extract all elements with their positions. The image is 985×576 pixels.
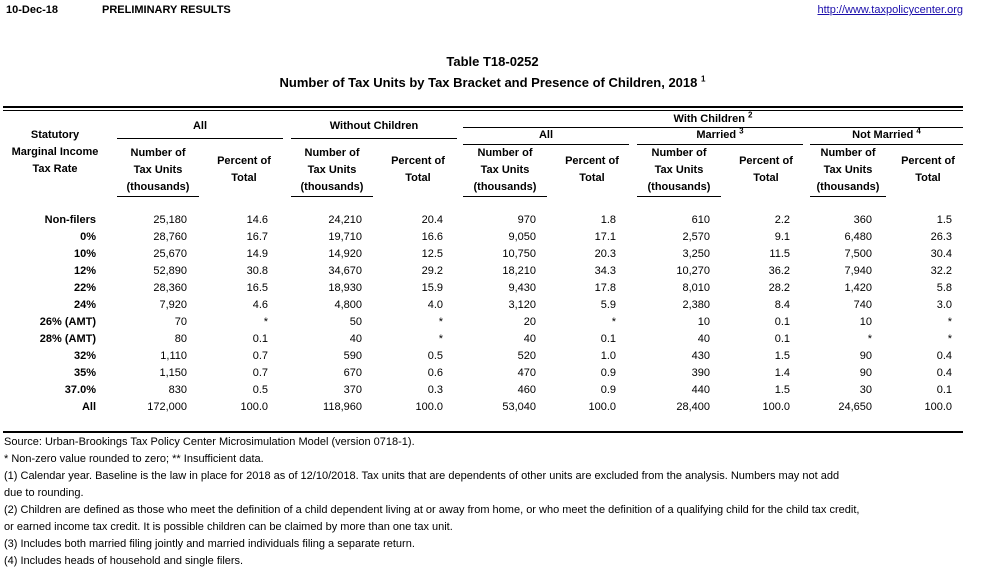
rate-header-line: Tax Rate — [32, 163, 78, 175]
cell-number: 4,800 — [334, 299, 362, 311]
cell-percent: 14.6 — [246, 214, 268, 226]
cell-percent: * — [438, 333, 443, 345]
note-line: (4) Includes heads of household and single filers. — [4, 555, 244, 567]
number-header-line: Tax Units — [654, 164, 704, 176]
top-rule — [3, 106, 963, 108]
table-title-text: Number of Tax Units by Tax Bracket and Presence of Children, 2018 — [279, 75, 698, 90]
cell-number: 30 — [859, 384, 872, 396]
cell-number: 430 — [691, 350, 710, 362]
cell-percent: 0.3 — [427, 384, 443, 396]
cell-number: 118,960 — [323, 401, 362, 413]
cell-percent: 2.2 — [774, 214, 790, 226]
cell-percent: 3.0 — [936, 299, 952, 311]
row-label: 0% — [80, 231, 96, 243]
cell-number: 25,670 — [153, 248, 187, 260]
number-header-line: Tax Units — [823, 164, 873, 176]
cell-number: 830 — [168, 384, 187, 396]
percent-header-line: Percent of — [739, 155, 793, 167]
percent-header-line: Total — [915, 172, 941, 184]
cell-number: 10 — [697, 316, 710, 328]
cell-number: 7,940 — [844, 265, 872, 277]
percent-header — [379, 153, 457, 187]
report-date: 10-Dec-18 — [6, 4, 58, 16]
cell-number: 10 — [859, 316, 872, 328]
cell-number: 40 — [697, 333, 710, 345]
cell-number: 80 — [174, 333, 187, 345]
cell-percent: 0.7 — [252, 350, 268, 362]
cell-number: 390 — [691, 367, 710, 379]
cell-number: 18,930 — [328, 282, 362, 294]
group-with-note: 2 — [748, 110, 753, 120]
sub-married-text: Married — [696, 129, 737, 141]
cell-number: 28,360 — [153, 282, 187, 294]
cell-percent: 4.0 — [427, 299, 443, 311]
number-header-line: Tax Units — [307, 164, 357, 176]
cell-number: 9,430 — [508, 282, 536, 294]
cell-number: 3,120 — [508, 299, 536, 311]
cell-percent: 4.6 — [252, 299, 268, 311]
row-label: 37.0% — [64, 384, 96, 396]
cell-percent: 36.2 — [768, 265, 790, 277]
percent-header-line: Percent of — [391, 155, 445, 167]
number-header-line: Number of — [304, 147, 360, 159]
cell-number: 10,750 — [502, 248, 536, 260]
percent-header-line: Total — [231, 172, 257, 184]
percent-header-line: Percent of — [565, 155, 619, 167]
cell-percent: 0.7 — [252, 367, 268, 379]
cell-number: 7,500 — [844, 248, 872, 260]
cell-number: 90 — [859, 350, 872, 362]
cell-percent: 29.2 — [421, 265, 443, 277]
percent-header — [205, 153, 283, 187]
cell-percent: 1.5 — [936, 214, 952, 226]
cell-percent: 28.2 — [768, 282, 790, 294]
cell-number: 24,650 — [838, 401, 872, 413]
cell-percent: * — [438, 316, 443, 328]
cell-number: 14,920 — [328, 248, 362, 260]
number-header-line: (thousands) — [816, 181, 880, 193]
cell-percent: * — [947, 316, 952, 328]
cell-percent: 1.5 — [774, 350, 790, 362]
note-line: * Non-zero value rounded to zero; ** Insufficient data. — [4, 453, 264, 465]
cell-number: 172,000 — [147, 401, 187, 413]
row-label: 10% — [73, 248, 96, 260]
row-label: 32% — [73, 350, 96, 362]
cell-percent: 5.9 — [600, 299, 616, 311]
note-line: (3) Includes both married filing jointly and married individuals filing a separate return. — [4, 538, 415, 550]
row-label: 24% — [73, 299, 96, 311]
number-header — [810, 145, 886, 196]
cell-number: 28,760 — [153, 231, 187, 243]
number-header-underline — [117, 196, 199, 197]
row-label: 35% — [73, 367, 96, 379]
cell-percent: 34.3 — [594, 265, 616, 277]
percent-header-line: Percent of — [217, 155, 271, 167]
cell-percent: 100.0 — [415, 401, 443, 413]
cell-number: 40 — [523, 333, 536, 345]
cell-number: 2,380 — [682, 299, 710, 311]
group-without-header: Without Children — [329, 120, 419, 132]
note-line: Source: Urban-Brookings Tax Policy Center Microsimulation Model (version 0718-1). — [4, 436, 415, 448]
cell-percent: * — [263, 316, 268, 328]
number-header-line: Number of — [477, 147, 533, 159]
number-header — [637, 145, 721, 196]
cell-number: 360 — [853, 214, 872, 226]
cell-percent: 1.5 — [774, 384, 790, 396]
cell-number: 2,570 — [682, 231, 710, 243]
cell-number: 50 — [349, 316, 362, 328]
percent-header — [892, 153, 964, 187]
row-label: 26% (AMT) — [39, 316, 96, 328]
cell-percent: 0.9 — [600, 384, 616, 396]
group-all-underline — [117, 138, 283, 139]
percent-header — [727, 153, 805, 187]
notes — [4, 434, 984, 570]
row-label: 12% — [73, 265, 96, 277]
cell-percent: 1.4 — [774, 367, 790, 379]
table-title-note: 1 — [701, 74, 706, 84]
cell-percent: 0.6 — [427, 367, 443, 379]
sub-not-married-text: Not Married — [852, 129, 914, 141]
rate-column-header — [0, 127, 110, 178]
cell-percent: 8.4 — [774, 299, 790, 311]
cell-number: 610 — [691, 214, 710, 226]
cell-number: 70 — [174, 316, 187, 328]
cell-number: 520 — [517, 350, 536, 362]
number-header-line: (thousands) — [473, 181, 537, 193]
number-header-line: Number of — [130, 147, 186, 159]
cell-number: 1,420 — [844, 282, 872, 294]
cell-percent: * — [947, 333, 952, 345]
cell-number: 90 — [859, 367, 872, 379]
sub-married-header — [637, 127, 803, 144]
cell-number: 7,920 — [159, 299, 187, 311]
number-header — [117, 145, 199, 196]
cell-number: * — [867, 333, 872, 345]
number-header-line: Number of — [820, 147, 876, 159]
number-header-underline — [463, 196, 547, 197]
cell-percent: 14.9 — [246, 248, 268, 260]
cell-number: 970 — [517, 214, 536, 226]
cell-number: 670 — [343, 367, 362, 379]
cell-percent: 17.1 — [594, 231, 616, 243]
cell-number: 18,210 — [502, 265, 536, 277]
cell-number: 20 — [523, 316, 536, 328]
rate-header-line: Statutory — [30, 129, 80, 141]
cell-percent: 0.4 — [936, 350, 952, 362]
group-without-underline — [291, 138, 457, 139]
cell-number: 8,010 — [682, 282, 710, 294]
cell-percent: 17.8 — [594, 282, 616, 294]
cell-number: 34,670 — [328, 265, 362, 277]
percent-header — [553, 153, 631, 187]
table-id: Table T18-0252 — [446, 54, 539, 69]
cell-number: 3,250 — [682, 248, 710, 260]
row-label: Non-filers — [44, 214, 96, 226]
cell-number: 28,400 — [676, 401, 710, 413]
number-header-underline — [637, 196, 721, 197]
cell-percent: 16.6 — [421, 231, 443, 243]
cell-number: 40 — [349, 333, 362, 345]
cell-number: 52,890 — [153, 265, 187, 277]
number-header-line: Number of — [651, 147, 707, 159]
cell-percent: 100.0 — [762, 401, 790, 413]
cell-percent: 11.5 — [769, 248, 790, 260]
cell-number: 740 — [853, 299, 872, 311]
percent-header-line: Total — [753, 172, 779, 184]
cell-percent: 100.0 — [240, 401, 268, 413]
cell-number: 440 — [691, 384, 710, 396]
number-header-line: (thousands) — [647, 181, 711, 193]
cell-percent: 9.1 — [774, 231, 790, 243]
percent-header-line: Total — [405, 172, 431, 184]
row-label: 22% — [73, 282, 96, 294]
cell-percent: 0.1 — [252, 333, 268, 345]
number-header-line: Tax Units — [480, 164, 530, 176]
report-status: PRELIMINARY RESULTS — [102, 4, 231, 16]
row-label: All — [81, 401, 96, 413]
cell-number: 470 — [517, 367, 536, 379]
cell-percent: 1.8 — [600, 214, 616, 226]
number-header-line: Tax Units — [133, 164, 183, 176]
sub-not-married-header — [810, 127, 963, 144]
cell-number: 1,150 — [159, 367, 187, 379]
cell-number: 6,480 — [844, 231, 872, 243]
note-line: or earned income tax credit. It is possible children can be claimed by more than one tax unit. — [4, 521, 453, 533]
number-header-underline — [291, 196, 373, 197]
cell-number: 1,110 — [160, 350, 187, 362]
cell-number: 590 — [343, 350, 362, 362]
cell-percent: 26.3 — [930, 231, 952, 243]
source-link[interactable]: http://www.taxpolicycenter.org — [817, 4, 963, 16]
cell-number: 370 — [343, 384, 362, 396]
rate-header-line: Marginal Income — [11, 146, 99, 158]
cell-percent: 12.5 — [421, 248, 443, 260]
number-header-line: (thousands) — [126, 181, 190, 193]
row-label: 28% (AMT) — [39, 333, 96, 345]
sub-not-married-note: 4 — [916, 126, 921, 136]
percent-header-line: Percent of — [901, 155, 955, 167]
cell-percent: 100.0 — [588, 401, 616, 413]
cell-percent: 0.4 — [936, 367, 952, 379]
cell-number: 24,210 — [328, 214, 362, 226]
cell-percent: 0.5 — [252, 384, 268, 396]
cell-percent: 16.7 — [246, 231, 268, 243]
cell-percent: 5.8 — [936, 282, 952, 294]
cell-percent: 0.1 — [774, 333, 790, 345]
cell-percent: 32.2 — [930, 265, 952, 277]
cell-number: 19,710 — [328, 231, 362, 243]
cell-percent: 20.3 — [594, 248, 616, 260]
cell-percent: 0.1 — [600, 333, 616, 345]
note-line: (1) Calendar year. Baseline is the law in place for 2018 as of 12/10/2018. Tax units that are dependents of other units are excluded from the analysis. Numbers may not add — [4, 470, 840, 482]
cell-percent: 0.1 — [936, 384, 952, 396]
cell-percent: 0.5 — [427, 350, 443, 362]
cell-percent: 100.0 — [924, 401, 952, 413]
number-header — [463, 145, 547, 196]
group-all-header: All — [192, 120, 208, 132]
cell-percent: 0.1 — [774, 316, 790, 328]
bottom-rule — [3, 431, 963, 433]
cell-percent: 0.9 — [600, 367, 616, 379]
percent-header-line: Total — [579, 172, 605, 184]
cell-number: 53,040 — [502, 401, 536, 413]
cell-percent: 30.4 — [930, 248, 952, 260]
number-header — [291, 145, 373, 196]
cell-percent: 15.9 — [421, 282, 443, 294]
cell-percent: * — [611, 316, 616, 328]
table-title — [0, 75, 985, 90]
group-with-text: With Children — [673, 113, 745, 125]
number-header-underline — [810, 196, 886, 197]
group-with-header — [463, 111, 963, 128]
cell-number: 460 — [517, 384, 536, 396]
note-line: (2) Children are defined as those who meet the definition of a child dependent living at or away from home, or who meet the definition of a qualifying child for the child tax credit, — [4, 504, 860, 516]
cell-number: 9,050 — [508, 231, 536, 243]
cell-percent: 1.0 — [600, 350, 616, 362]
cell-number: 25,180 — [153, 214, 187, 226]
sub-married-note: 3 — [739, 126, 744, 136]
cell-number: 10,270 — [676, 265, 710, 277]
note-line: due to rounding. — [4, 487, 84, 499]
cell-percent: 20.4 — [421, 214, 443, 226]
cell-percent: 30.8 — [246, 265, 268, 277]
cell-percent: 16.5 — [246, 282, 268, 294]
sub-all-header: All — [538, 129, 554, 141]
number-header-line: (thousands) — [300, 181, 364, 193]
